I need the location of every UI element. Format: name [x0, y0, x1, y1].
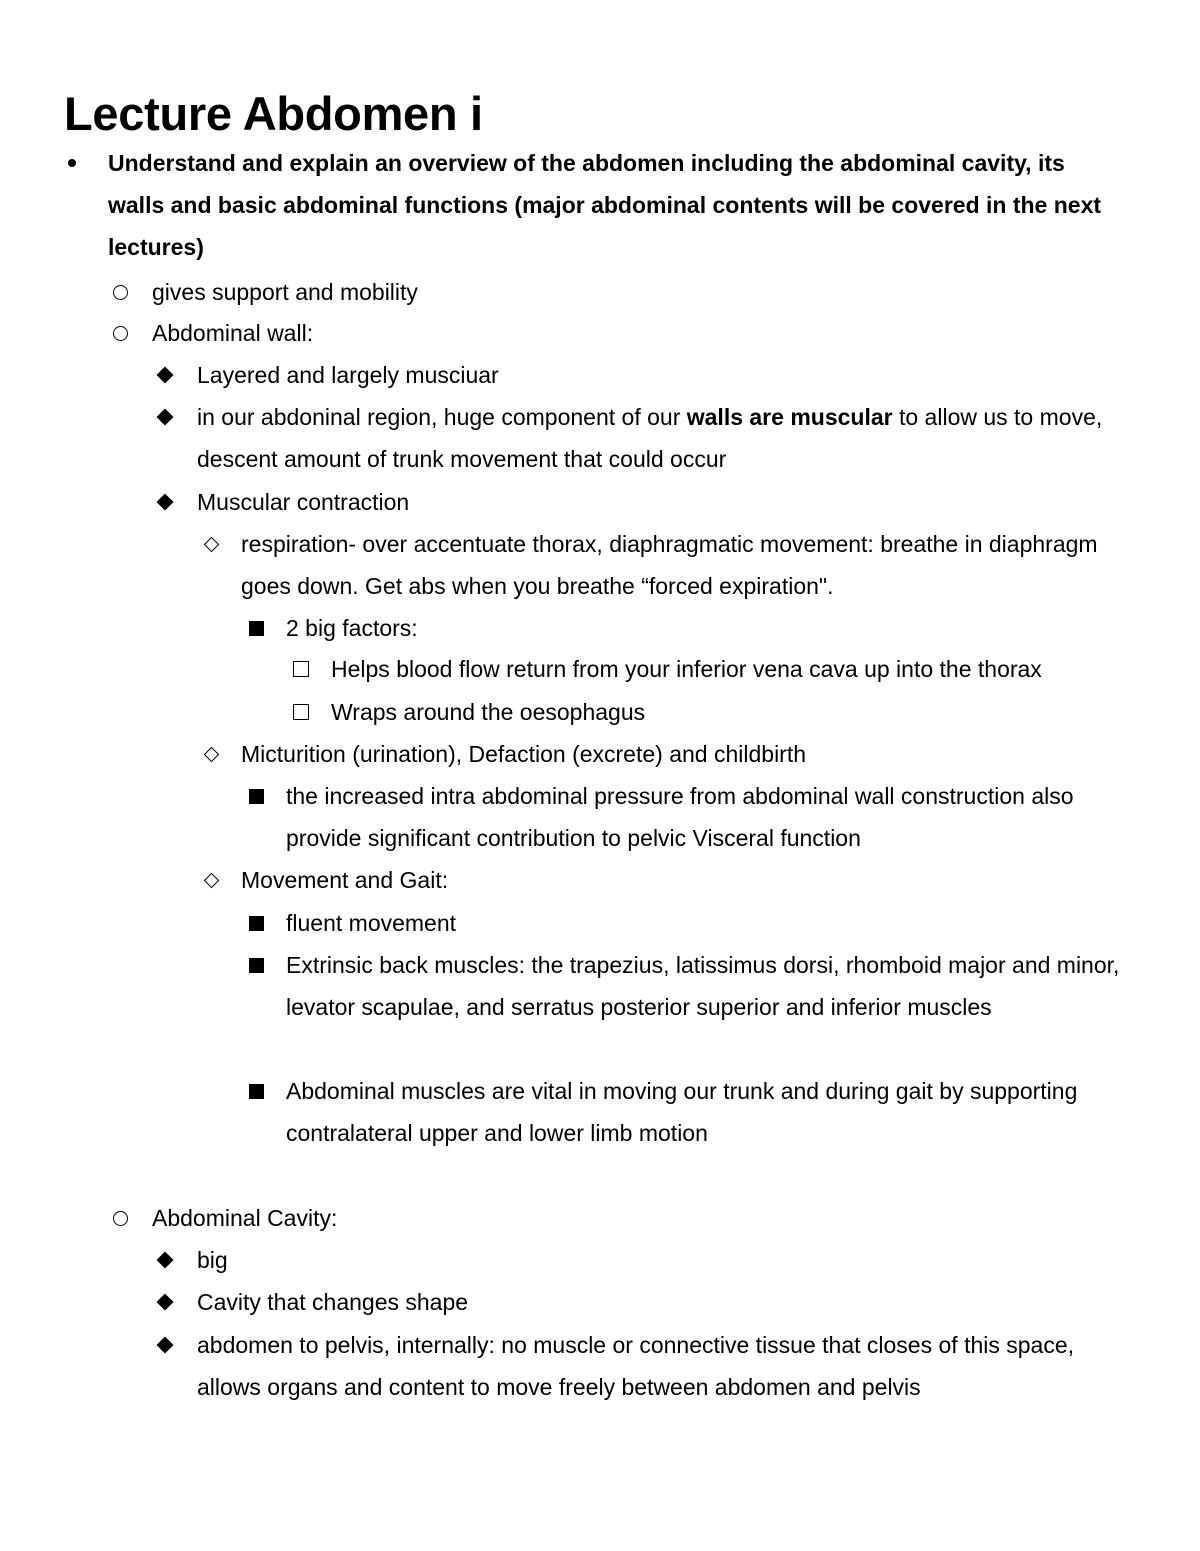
bullet-circle-icon — [108, 271, 132, 313]
factor-1-text: Helps blood flow return from your inferior vena cava up into the thorax — [331, 656, 1042, 682]
movement-text: Movement and Gait: — [241, 867, 449, 893]
region-text-emphasis: walls are muscular — [686, 404, 893, 430]
list-item-factors — [286, 607, 1146, 649]
list-item-big — [197, 1239, 1137, 1281]
extrinsic-text: Extrinsic back muscles: the trapezius, latissimus dorsi, rhomboid major and minor, levator scapulae, and serratus posterior superior and inferior muscles — [286, 952, 1120, 1020]
list-item-pressure — [286, 775, 1146, 859]
bullet-circle-icon — [108, 312, 132, 354]
bullet-diamond-outline-icon — [199, 859, 223, 901]
pelvis-text: abdomen to pelvis, internally: no muscle or connective tissue that closes of this space, allows organs and content to move freely between abdomen and pelvis — [197, 1332, 1075, 1400]
list-item-contraction — [197, 481, 1137, 523]
fluent-text: fluent movement — [286, 910, 457, 936]
vital-text: Abdominal muscles are vital in moving our trunk and during gait by supporting contralateral upper and lower limb motion — [286, 1078, 1078, 1146]
list-item-region — [197, 396, 1137, 480]
bullet-square-icon — [244, 902, 268, 944]
objective-text: Understand and explain an overview of the abdomen including the abdominal cavity, its walls and basic abdominal functions (major abdominal contents will be covered in the next lectures) — [108, 150, 1102, 260]
list-item-respiration — [241, 523, 1141, 607]
list-item-shape — [197, 1281, 1137, 1323]
bullet-diamond-icon — [153, 1239, 177, 1281]
bullet-square-icon — [244, 944, 268, 986]
factors-text: 2 big factors: — [286, 615, 418, 641]
bullet-circle-icon — [108, 1197, 132, 1239]
support-text: gives support and mobility — [152, 279, 418, 305]
bullet-dot-icon — [60, 142, 84, 184]
list-item-factor-2 — [331, 691, 1171, 733]
page-title: Lecture Abdomen i — [64, 87, 483, 140]
contraction-text: Muscular contraction — [197, 489, 410, 515]
micturition-text: Micturition (urination), Defaction (excrete) and childbirth — [241, 741, 807, 767]
big-text: big — [197, 1247, 228, 1273]
list-item-abdominal-cavity — [152, 1197, 1132, 1239]
list-item-factor-1 — [331, 648, 1171, 690]
layered-text: Layered and largely musciuar — [197, 362, 499, 388]
list-item-layered — [197, 354, 1137, 396]
bullet-diamond-outline-icon — [199, 523, 223, 565]
list-item-support — [152, 271, 1132, 313]
shape-text: Cavity that changes shape — [197, 1289, 469, 1315]
list-item-objective — [108, 142, 1118, 268]
pressure-text: the increased intra abdominal pressure from abdominal wall construction also provide significant contribution to pelvic Visceral function — [286, 783, 1074, 851]
bullet-diamond-icon — [153, 396, 177, 438]
list-item-fluent — [286, 902, 1146, 944]
list-item-movement — [241, 859, 1141, 901]
list-item-pelvis — [197, 1324, 1137, 1408]
bullet-square-outline-icon — [289, 648, 313, 690]
list-item-extrinsic — [286, 944, 1146, 1028]
bullet-diamond-icon — [153, 481, 177, 523]
factor-2-text: Wraps around the oesophagus — [331, 699, 646, 725]
bullet-square-icon — [244, 1070, 268, 1112]
bullet-diamond-icon — [153, 1324, 177, 1366]
list-item-vital — [286, 1070, 1146, 1154]
bullet-diamond-icon — [153, 1281, 177, 1323]
list-item-micturition — [241, 733, 1141, 775]
bullet-square-icon — [244, 607, 268, 649]
wall-heading: Abdominal wall: — [152, 320, 314, 346]
region-text-end: to allow us to move, descent amount of trunk movement that could occur — [197, 404, 1103, 472]
bullet-square-icon — [244, 775, 268, 817]
list-item-abdominal-wall — [152, 312, 1132, 354]
bullet-diamond-icon — [153, 354, 177, 396]
region-text-start: in our abdoninal region, huge component of our — [197, 404, 687, 430]
respiration-text: respiration- over accentuate thorax, diaphragmatic movement: breathe in diaphragm goes down. Get abs when you breathe “forced expiration". — [241, 531, 1098, 599]
region-text — [197, 396, 1137, 480]
bullet-square-outline-icon — [289, 691, 313, 733]
bullet-diamond-outline-icon — [199, 733, 223, 775]
cavity-heading: Abdominal Cavity: — [152, 1205, 338, 1231]
